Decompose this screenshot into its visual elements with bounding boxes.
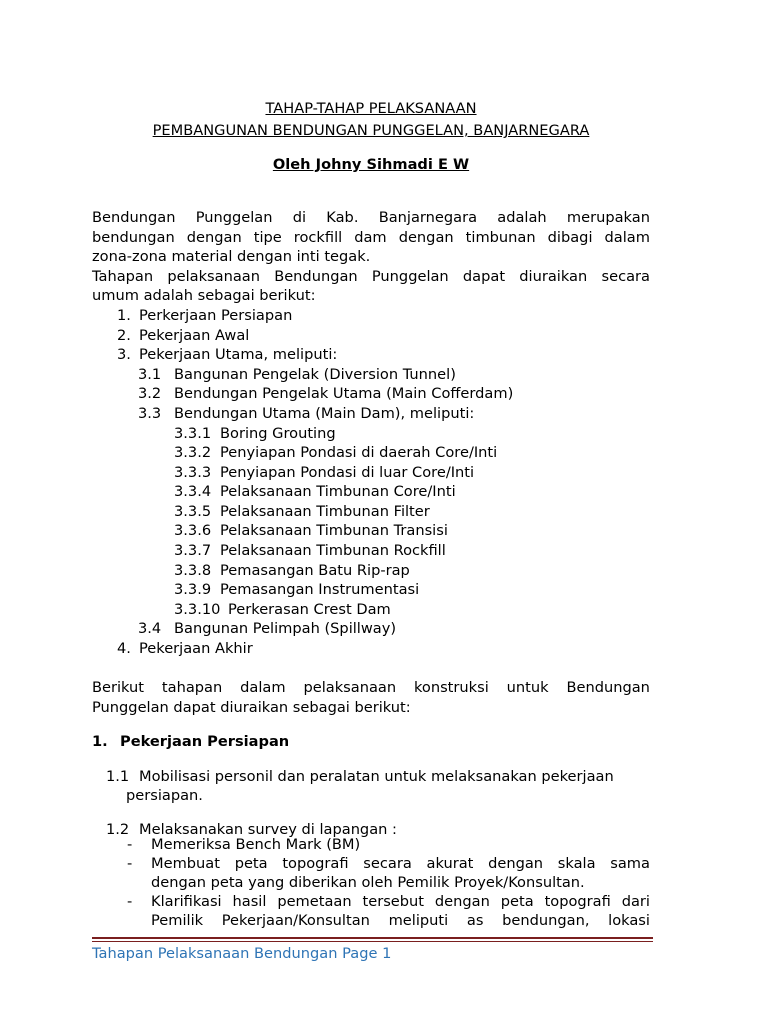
outline-text: Pekerjaan Awal xyxy=(139,327,250,344)
outline-number: 3.3.3 xyxy=(174,464,212,481)
footer-page-label: Tahapan Pelaksanaan Bendungan Page 1 xyxy=(92,945,392,962)
outline-number: 3.3.5 xyxy=(174,503,212,520)
bullet-dash: - xyxy=(127,836,133,853)
word: dalam xyxy=(604,229,650,246)
outline-item xyxy=(174,424,336,444)
outline-text: Pelaksanaan Timbunan Core/Inti xyxy=(220,483,456,500)
word: tahapan xyxy=(161,679,223,696)
outline-item xyxy=(174,482,456,502)
word: meliputi xyxy=(388,912,449,929)
outline-text: Perkerasan Crest Dam xyxy=(228,601,391,618)
author-line: Oleh Johny Sihmadi E W xyxy=(272,156,470,173)
word: pemetaan xyxy=(277,893,352,910)
word: di xyxy=(292,209,307,226)
word: Membuat xyxy=(151,855,220,872)
word: sama xyxy=(610,855,650,872)
word: rockfill xyxy=(293,229,343,246)
word: topografi xyxy=(282,855,349,872)
word: timbunan xyxy=(465,229,536,246)
outline-text: Penyiapan Pondasi di luar Core/Inti xyxy=(220,464,475,481)
word: diuraikan xyxy=(519,268,588,285)
word: Kab. xyxy=(326,209,359,226)
word: peta xyxy=(234,855,268,872)
outline-number: 3.2 xyxy=(138,385,162,402)
outline-number: 3. xyxy=(117,346,131,363)
section-title: Pekerjaan Persiapan xyxy=(120,733,290,750)
word: secara xyxy=(363,855,412,872)
outline-item xyxy=(117,345,337,365)
word: untuk xyxy=(506,679,549,696)
outline-item xyxy=(174,463,474,483)
outline-item xyxy=(138,384,513,404)
word: Tahapan xyxy=(92,268,154,285)
word: tersebut xyxy=(362,893,425,910)
intro-p1-line-1 xyxy=(92,208,650,228)
word: Klarifikasi xyxy=(151,893,222,910)
outline-item xyxy=(174,580,419,600)
outline-item xyxy=(138,365,456,385)
word: skala xyxy=(557,855,596,872)
subsection-text: Melaksanakan survey di lapangan : xyxy=(139,821,397,838)
outline-number: 3.3 xyxy=(138,405,162,422)
outline-number: 3.3.1 xyxy=(174,425,212,442)
outline-text: Penyiapan Pondasi di daerah Core/Inti xyxy=(220,444,498,461)
title-line-1: TAHAP-TAHAP PELAKSANAAN xyxy=(265,100,477,117)
outline-text: Pemasangan Batu Rip-rap xyxy=(220,562,410,579)
outline-number: 3.3.2 xyxy=(174,444,212,461)
bullet-text-cont: dengan peta yang diberikan oleh Pemilik Proyek/Konsultan. xyxy=(151,874,585,891)
bullet-dash: - xyxy=(127,855,133,872)
word: dari xyxy=(621,893,650,910)
section-1-heading xyxy=(92,732,289,752)
word: dengan xyxy=(488,855,544,872)
word: dalam xyxy=(240,679,286,696)
outline-text: Pekerjaan Utama, meliputi: xyxy=(139,346,338,363)
outline-item xyxy=(117,306,292,326)
outline-text: Bendungan Pengelak Utama (Main Cofferdam) xyxy=(174,385,514,402)
outline-item xyxy=(174,561,410,581)
outline-item xyxy=(174,541,446,561)
bullet-text: Memeriksa Bench Mark (BM) xyxy=(151,836,361,853)
word: hasil xyxy=(232,893,267,910)
word: secara xyxy=(601,268,650,285)
word: lokasi xyxy=(608,912,650,929)
word: dapat xyxy=(462,268,506,285)
word: as xyxy=(466,912,484,929)
outline-item xyxy=(138,404,474,424)
word: topografi xyxy=(544,893,611,910)
section-number: 1. xyxy=(92,733,108,750)
outline-number: 3.3.9 xyxy=(174,581,212,598)
word: adalah xyxy=(497,209,547,226)
word: Bendungan xyxy=(92,209,176,226)
outline-number: 4. xyxy=(117,640,131,657)
word: dibagi xyxy=(547,229,593,246)
word: bendungan, xyxy=(502,912,590,929)
word: Punggelan xyxy=(195,209,273,226)
footer-rule-bottom xyxy=(92,941,653,942)
subsection-text: Mobilisasi personil dan peralatan untuk melaksanakan pekerjaan xyxy=(139,768,614,785)
outline-text: Boring Grouting xyxy=(220,425,336,442)
outline-item xyxy=(174,502,430,522)
outline-text: Bangunan Pelimpah (Spillway) xyxy=(174,620,397,637)
word: Pemilik xyxy=(151,912,204,929)
word: dengan xyxy=(186,229,242,246)
outline-text: Bendungan Utama (Main Dam), meliputi: xyxy=(174,405,475,422)
word: tipe xyxy=(253,229,282,246)
outline-item xyxy=(138,619,396,639)
para3-line-2: Punggelan dapat diuraikan sebagai berikut: xyxy=(92,699,411,716)
outline-text: Pelaksanaan Timbunan Filter xyxy=(220,503,430,520)
word: konstruksi xyxy=(413,679,489,696)
intro-p2-line-1 xyxy=(92,267,650,287)
outline-item xyxy=(117,639,253,659)
title-line-2: PEMBANGUNAN BENDUNGAN PUNGGELAN, BANJARNEGARA xyxy=(152,122,590,139)
outline-text: Bangunan Pengelak (Diversion Tunnel) xyxy=(174,366,456,383)
outline-text: Pekerjaan Akhir xyxy=(139,640,253,657)
subsection-1-1-cont: persiapan. xyxy=(126,787,203,804)
word: Bendungan xyxy=(566,679,650,696)
outline-text: Pelaksanaan Timbunan Transisi xyxy=(220,522,448,539)
word: dengan xyxy=(398,229,454,246)
word: pelaksanaan xyxy=(303,679,397,696)
intro-p1-line-3: zona-zona material dengan inti tegak. xyxy=(92,248,371,265)
outline-number: 3.3.7 xyxy=(174,542,212,559)
word: Pekerjaan/Konsultan xyxy=(221,912,370,929)
word: Banjarnegara xyxy=(378,209,478,226)
outline-item xyxy=(174,600,391,620)
word: bendungan xyxy=(92,229,175,246)
outline-number: 2. xyxy=(117,327,131,344)
outline-number: 1. xyxy=(117,307,131,324)
word: dam xyxy=(354,229,387,246)
bullet-dash: - xyxy=(127,893,133,910)
bullet-text xyxy=(151,854,650,874)
outline-text: Perkerjaan Persiapan xyxy=(139,307,293,324)
word: akurat xyxy=(426,855,474,872)
outline-number: 3.1 xyxy=(138,366,162,383)
outline-number: 3.3.4 xyxy=(174,483,212,500)
outline-item xyxy=(174,443,497,463)
outline-number: 3.3.10 xyxy=(174,601,221,618)
word: pelaksanaan xyxy=(167,268,260,285)
subsection-number: 1.1 xyxy=(106,768,130,785)
intro-p1-line-2 xyxy=(92,228,650,248)
word: merupakan xyxy=(566,209,650,226)
subsection-number: 1.2 xyxy=(106,821,130,838)
outline-number: 3.3.8 xyxy=(174,562,212,579)
outline-number: 3.4 xyxy=(138,620,162,637)
word: Berikut xyxy=(92,679,145,696)
outline-text: Pemasangan Instrumentasi xyxy=(220,581,420,598)
bullet-text xyxy=(151,892,650,912)
outline-text: Pelaksanaan Timbunan Rockfill xyxy=(220,542,446,559)
subsection-1-1 xyxy=(106,767,614,787)
footer-rule-top xyxy=(92,937,653,939)
word: dengan xyxy=(434,893,490,910)
bullet-text-cont xyxy=(151,911,650,931)
outline-item xyxy=(174,521,448,541)
outline-item xyxy=(117,326,249,346)
word: Punggelan xyxy=(371,268,449,285)
para3-line-1 xyxy=(92,678,650,698)
word: peta xyxy=(500,893,534,910)
intro-p2-line-2: umum adalah sebagai berikut: xyxy=(92,287,316,304)
word: Bendungan xyxy=(274,268,358,285)
outline-number: 3.3.6 xyxy=(174,522,212,539)
